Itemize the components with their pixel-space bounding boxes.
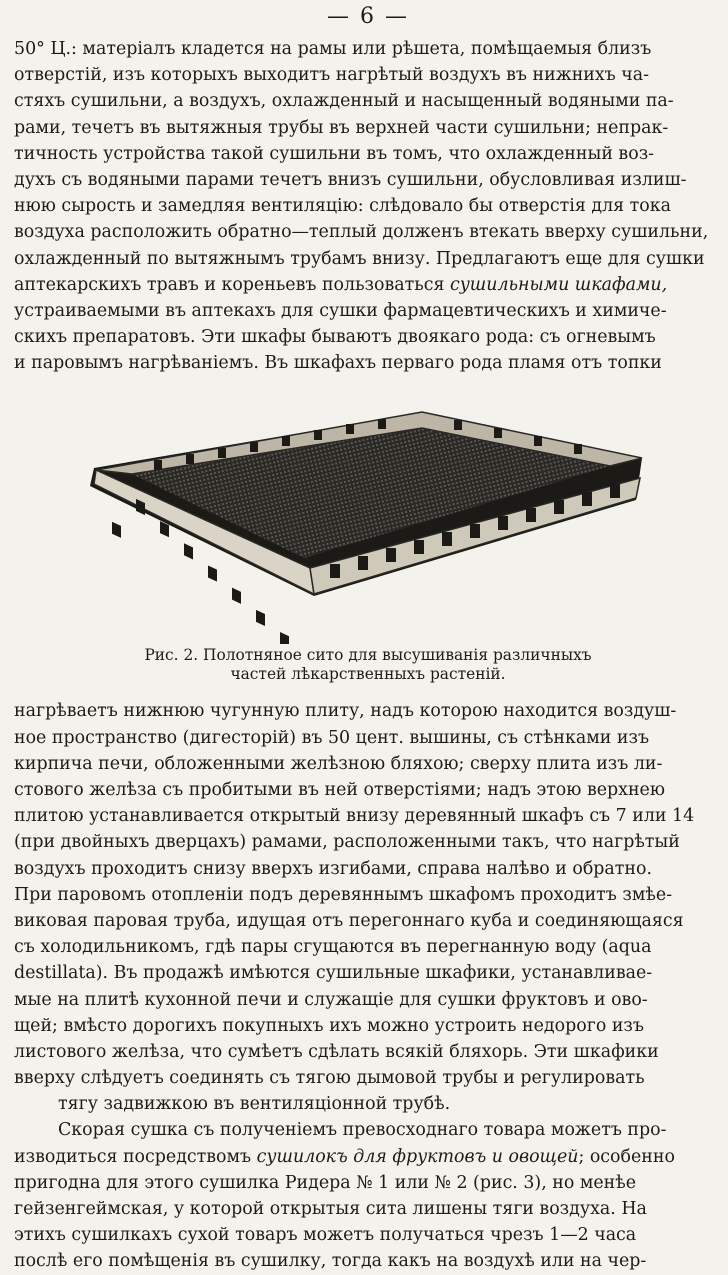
text-line: воздуха расположить обратно—теплый долженъ втекать вверху сушильни, — [14, 222, 709, 243]
text-line: послѣ его помѣщенія въ сушилку, тогда какъ на воздухѣ или на чер- — [14, 1251, 647, 1272]
text-line: этихъ сушилкахъ сухой товаръ можетъ получаться чрезъ 1—2 часа — [14, 1225, 637, 1246]
text-line: ное пространство (дигесторій) въ 50 цент. вышины, съ стѣнками изъ — [14, 727, 650, 748]
paragraph-3 — [14, 1117, 722, 1274]
text-run: аптекарскихъ травъ и кореньевъ пользоваться — [14, 274, 450, 295]
text-line: мые на плитѣ кухонной печи и служащіе для сушки фруктовъ и ово- — [14, 989, 648, 1010]
page-number: — 6 — — [327, 4, 409, 29]
text-line: устраиваемыми въ аптекахъ для сушки фармацевтическихъ и химиче- — [14, 300, 667, 321]
text-line: Скорая сушка съ полученіемъ превосходнаго товара можетъ про- — [58, 1120, 667, 1141]
text-line: рами, течетъ въ вытяжныя трубы въ верхней части сушильни; непрак- — [14, 117, 669, 138]
paragraph-1 — [14, 36, 722, 376]
sieve-illustration — [14, 382, 722, 644]
text-line: гейзенгеймская, у которой открытыя сита лишены тяги воздуха. На — [14, 1199, 647, 1219]
text-line: плитою устанавливается открытый внизу деревянный шкафъ съ 7 или 14 — [14, 806, 695, 827]
text-line: листового желѣза, что сумѣетъ сдѣлать всякій бляхорь. Эти шкафики — [14, 1041, 659, 1062]
text-line: нагрѣваетъ нижнюю чугунную плиту, надъ которою находится воздуш- — [14, 701, 677, 722]
caption-line: частей лѣкарственныхъ растеній. — [230, 665, 506, 684]
text-line: стового желѣза съ пробитыми въ ней отверстіями; надъ этою верхнею — [14, 780, 665, 800]
page — [14, 0, 722, 1275]
text-line: (при двойныхъ дверцахъ) рамами, расположенными такъ, что нагрѣтый — [14, 832, 680, 853]
figure-caption — [14, 646, 722, 684]
figure-drying-sieve — [14, 382, 722, 644]
text-line: стяхъ сушильни, а воздухъ, охлажденный и насыщенный водяными па- — [14, 91, 674, 112]
text-line: охлажденный по вытяжнымъ трубамъ внизу. Предлагаютъ еще для сушки — [14, 248, 705, 269]
text-line: destillata). Въ продажѣ имѣются сушильные шкафики, устанавливае- — [14, 963, 653, 984]
text-line — [14, 1144, 722, 1170]
italic-term: сушилокъ для фруктовъ и овощей — [256, 1146, 579, 1167]
text-line: щей; вмѣсто дорогихъ покупныхъ ихъ можно устроить недорого изъ — [14, 1015, 644, 1036]
text-line: При паровомъ отопленіи подъ деревяннымъ шкафомъ проходитъ змѣе- — [14, 884, 673, 905]
text-line: 50° Ц.: матеріалъ кладется на рамы или рѣшета, помѣщаемыя близъ — [14, 39, 652, 59]
text-line: тичность устройства такой сушильни въ томъ, что охлажденный воз- — [14, 143, 655, 164]
text-line: воздухъ проходитъ снизу вверхъ изгибами, справа налѣво и обратно. — [14, 858, 653, 879]
text-line: виковая паровая труба, идущая отъ перегоннаго куба и соединяющаяся — [14, 910, 684, 931]
text-line: съ холодильникомъ, гдѣ пары сгущаются въ перегнанную воду (aqua — [14, 937, 652, 958]
italic-term: сушильными шкафами, — [449, 274, 668, 295]
text-line: кирпича печи, обложенными желѣзною бляхою; сверху плита изъ ли- — [14, 753, 663, 774]
caption-line: Рис. 2. Полотняное сито для высушиванія различныхъ — [144, 646, 592, 665]
text-run: изводиться посредствомъ — [14, 1146, 257, 1167]
text-run: ; особенно — [578, 1146, 675, 1167]
paragraph-2 — [14, 698, 722, 1117]
text-line — [14, 272, 722, 298]
text-line: тягу задвижкою въ вентиляціонной трубѣ. — [58, 1094, 451, 1115]
text-line: вверху слѣдуетъ соединять съ тягою дымовой трубы и регулировать — [14, 1068, 645, 1089]
text-line: скихъ препаратовъ. Эти шкафы бываютъ двоякаго рода: съ огневымъ — [14, 327, 656, 348]
text-line: нюю сырость и замедляя вентиляцію: слѣдовало бы отверстія для тока — [14, 196, 671, 217]
text-line: духъ съ водяными парами течетъ внизъ сушильни, обусловливая излиш- — [14, 169, 687, 190]
text-line: и паровымъ нагрѣваніемъ. Въ шкафахъ перваго рода пламя отъ топки — [14, 353, 662, 374]
text-line: пригодна для этого сушилка Ридера № 1 или № 2 (рис. 3), но менѣе — [14, 1172, 637, 1193]
text-line: отверстій, изъ которыхъ выходитъ нагрѣтый воздухъ въ нижнихъ ча- — [14, 65, 650, 86]
